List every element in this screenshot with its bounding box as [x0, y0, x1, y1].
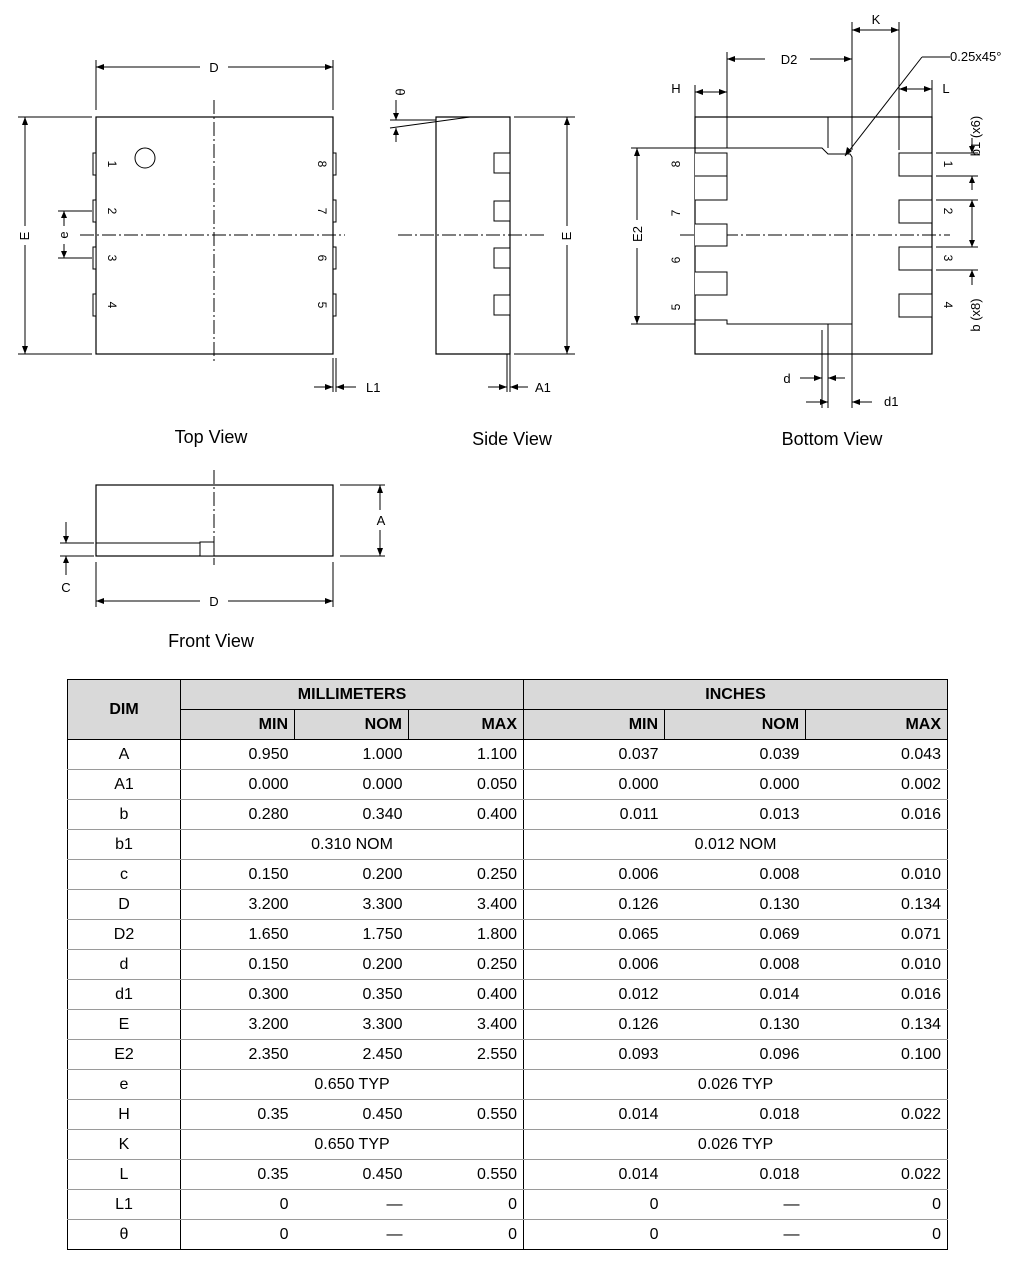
- mm-min-cell: 3.200: [181, 1010, 295, 1040]
- mm-nom-cell: 2.450: [295, 1040, 409, 1070]
- dim-label-d: d: [783, 371, 791, 386]
- pin-number: 1: [105, 160, 119, 168]
- mm-nom-cell: 0.000: [295, 770, 409, 800]
- pin-number: 4: [941, 301, 955, 309]
- mm-min-cell: 2.350: [181, 1040, 295, 1070]
- top-pin: [93, 247, 96, 269]
- header-in-nom: NOM: [665, 710, 806, 740]
- in-max-cell: 0.134: [806, 890, 948, 920]
- in-max-cell: 0.022: [806, 1160, 948, 1190]
- mm-nom-cell: 0.200: [295, 950, 409, 980]
- mm-max-cell: 0: [409, 1190, 524, 1220]
- mm-span-cell: 0.310 NOM: [181, 830, 524, 860]
- table-row: [68, 1190, 948, 1220]
- mm-min-cell: 3.200: [181, 890, 295, 920]
- caption-top-view: Top View: [174, 427, 248, 447]
- mm-min-cell: 0: [181, 1190, 295, 1220]
- dim-label-K: K: [871, 12, 881, 27]
- in-max-cell: 0.016: [806, 800, 948, 830]
- in-nom-cell: 0.013: [665, 800, 806, 830]
- mm-min-cell: 0.150: [181, 860, 295, 890]
- top-pin: [333, 153, 336, 175]
- mm-min-cell: 1.650: [181, 920, 295, 950]
- mm-nom-cell: 3.300: [295, 1010, 409, 1040]
- dim-cell: E: [68, 1010, 181, 1040]
- pin-number: 7: [669, 209, 683, 217]
- dim-label-L1: L1: [366, 380, 381, 395]
- in-nom-cell: 0.069: [665, 920, 806, 950]
- table-row: [68, 1160, 948, 1190]
- in-min-cell: 0.000: [524, 770, 665, 800]
- in-min-cell: 0.006: [524, 950, 665, 980]
- mm-nom-cell: 1.000: [295, 740, 409, 770]
- header-in-min: MIN: [524, 710, 665, 740]
- mm-nom-cell: 1.750: [295, 920, 409, 950]
- mm-max-cell: 0.550: [409, 1100, 524, 1130]
- mm-max-cell: 0.250: [409, 860, 524, 890]
- dim-label-A1: A1: [535, 380, 551, 395]
- bottom-pad: [899, 153, 932, 176]
- mm-max-cell: 0.250: [409, 950, 524, 980]
- mm-min-cell: 0.35: [181, 1160, 295, 1190]
- table-row: [68, 1130, 948, 1160]
- in-max-cell: 0.010: [806, 950, 948, 980]
- side-view: [390, 88, 575, 449]
- in-min-cell: 0.006: [524, 860, 665, 890]
- in-nom-cell: 0.000: [665, 770, 806, 800]
- top-pin: [333, 200, 336, 222]
- in-max-cell: 0.022: [806, 1100, 948, 1130]
- front-view: [60, 470, 386, 651]
- bottom-pad: [695, 272, 727, 295]
- mm-nom-cell: 0.200: [295, 860, 409, 890]
- pin-number: 2: [941, 207, 955, 215]
- dim-label-chamfer: 0.25x45°: [950, 49, 1002, 64]
- side-pin: [494, 295, 510, 315]
- mm-span-cell: 0.650 TYP: [181, 1130, 524, 1160]
- mm-min-cell: 0.280: [181, 800, 295, 830]
- dim-label-E: E: [17, 231, 32, 241]
- front-pin: [200, 542, 214, 556]
- mm-min-cell: 0.300: [181, 980, 295, 1010]
- dim-label-D2: D2: [780, 52, 798, 67]
- in-nom-cell: 0.014: [665, 980, 806, 1010]
- mm-nom-cell: 0.450: [295, 1160, 409, 1190]
- dim-cell: A: [68, 740, 181, 770]
- in-min-cell: 0.012: [524, 980, 665, 1010]
- in-max-cell: 0: [806, 1220, 948, 1250]
- in-min-cell: 0.014: [524, 1160, 665, 1190]
- dim-label-A: A: [376, 513, 386, 528]
- dim-cell: b1: [68, 830, 181, 860]
- in-max-cell: 0: [806, 1190, 948, 1220]
- dim-label-theta: θ: [393, 88, 408, 96]
- dim-cell: L: [68, 1160, 181, 1190]
- pin-number: 5: [669, 303, 683, 311]
- mm-max-cell: 0.050: [409, 770, 524, 800]
- pin-number: 8: [315, 160, 329, 168]
- dim-label-d1: d1: [884, 394, 899, 409]
- in-nom-cell: 0.018: [665, 1160, 806, 1190]
- in-max-cell: 0.100: [806, 1040, 948, 1070]
- pin-number: 6: [669, 256, 683, 264]
- dim-cell: H: [68, 1100, 181, 1130]
- bottom-pad: [899, 247, 932, 270]
- mm-min-cell: 0.000: [181, 770, 295, 800]
- top-pin: [93, 200, 96, 222]
- in-nom-cell: —: [665, 1220, 806, 1250]
- pin-number: 8: [669, 160, 683, 168]
- dim-label-b1: b1 (x6): [968, 115, 983, 157]
- dim-label-D: D: [209, 60, 219, 75]
- in-span-cell: 0.026 TYP: [524, 1130, 948, 1160]
- pin-number: 7: [315, 207, 329, 215]
- in-min-cell: 0.093: [524, 1040, 665, 1070]
- in-span-cell: 0.012 NOM: [524, 830, 948, 860]
- pin-number: 3: [941, 254, 955, 262]
- mm-max-cell: 0.400: [409, 980, 524, 1010]
- in-min-cell: 0.011: [524, 800, 665, 830]
- table-row: [68, 860, 948, 890]
- mm-max-cell: 1.800: [409, 920, 524, 950]
- top-pin: [333, 294, 336, 316]
- table-row: [68, 920, 948, 950]
- in-nom-cell: —: [665, 1190, 806, 1220]
- table-row: [68, 1070, 948, 1100]
- pin-number: 6: [315, 254, 329, 262]
- mm-max-cell: 0: [409, 1220, 524, 1250]
- dim-cell: E2: [68, 1040, 181, 1070]
- in-max-cell: 0.043: [806, 740, 948, 770]
- dim-cell: K: [68, 1130, 181, 1160]
- in-nom-cell: 0.039: [665, 740, 806, 770]
- in-min-cell: 0: [524, 1190, 665, 1220]
- in-max-cell: 0.016: [806, 980, 948, 1010]
- mm-nom-cell: —: [295, 1220, 409, 1250]
- table-row: [68, 830, 948, 860]
- dimensions-table: [67, 679, 948, 1250]
- table-row: [68, 980, 948, 1010]
- dim-label-e: e: [56, 231, 71, 239]
- top-pin: [333, 247, 336, 269]
- mm-min-cell: 0: [181, 1220, 295, 1250]
- dim-cell: θ: [68, 1220, 181, 1250]
- in-nom-cell: 0.096: [665, 1040, 806, 1070]
- dim-cell: e: [68, 1070, 181, 1100]
- header-mm-min: MIN: [181, 710, 295, 740]
- pin-number: 5: [315, 301, 329, 309]
- bottom-pad: [695, 153, 727, 176]
- table-row: [68, 800, 948, 830]
- in-nom-cell: 0.018: [665, 1100, 806, 1130]
- dim-cell: L1: [68, 1190, 181, 1220]
- table-row: [68, 740, 948, 770]
- mm-nom-cell: 0.450: [295, 1100, 409, 1130]
- mm-nom-cell: 0.340: [295, 800, 409, 830]
- dim-label-E2: E2: [630, 226, 645, 242]
- dim-label-L: L: [942, 81, 950, 96]
- header-mm-nom: NOM: [295, 710, 409, 740]
- dim-cell: d1: [68, 980, 181, 1010]
- pin-number: 3: [105, 254, 119, 262]
- top-pin: [93, 153, 96, 175]
- mm-max-cell: 3.400: [409, 1010, 524, 1040]
- mm-nom-cell: —: [295, 1190, 409, 1220]
- in-nom-cell: 0.008: [665, 860, 806, 890]
- header-in-max: MAX: [806, 710, 948, 740]
- header-inches: INCHES: [524, 680, 948, 710]
- dim-label-C: C: [61, 580, 71, 595]
- mm-min-cell: 0.35: [181, 1100, 295, 1130]
- table-row: [68, 770, 948, 800]
- table-row: [68, 1010, 948, 1040]
- bottom-pad: [899, 200, 932, 223]
- mm-nom-cell: 0.350: [295, 980, 409, 1010]
- header-mm-max: MAX: [409, 710, 524, 740]
- dim-label-side-E: E: [559, 231, 574, 241]
- caption-side-view: Side View: [472, 429, 552, 449]
- top-pin: [93, 294, 96, 316]
- in-min-cell: 0.126: [524, 1010, 665, 1040]
- top-view: [17, 60, 380, 447]
- dim-cell: D: [68, 890, 181, 920]
- dim-label-b: b (x8): [968, 298, 983, 332]
- table-row: [68, 1040, 948, 1070]
- table-row: [68, 1220, 948, 1250]
- caption-bottom-view: Bottom View: [781, 429, 883, 449]
- mm-max-cell: 0.550: [409, 1160, 524, 1190]
- side-pin: [494, 201, 510, 221]
- in-max-cell: 0.010: [806, 860, 948, 890]
- in-min-cell: 0.126: [524, 890, 665, 920]
- mm-min-cell: 0.950: [181, 740, 295, 770]
- bottom-view: [630, 12, 1001, 449]
- in-span-cell: 0.026 TYP: [524, 1070, 948, 1100]
- in-max-cell: 0.134: [806, 1010, 948, 1040]
- table-row: [68, 950, 948, 980]
- in-nom-cell: 0.130: [665, 890, 806, 920]
- bottom-pad: [695, 224, 727, 246]
- mm-max-cell: 0.400: [409, 800, 524, 830]
- dim-cell: d: [68, 950, 181, 980]
- mm-max-cell: 3.400: [409, 890, 524, 920]
- dim-cell: b: [68, 800, 181, 830]
- in-max-cell: 0.002: [806, 770, 948, 800]
- side-pin: [494, 153, 510, 173]
- mm-min-cell: 0.150: [181, 950, 295, 980]
- caption-front-view: Front View: [168, 631, 254, 651]
- dim-label-H: H: [671, 81, 681, 96]
- table-row: [68, 890, 948, 920]
- dim-cell: c: [68, 860, 181, 890]
- dim-label-front-D: D: [209, 594, 219, 609]
- in-min-cell: 0: [524, 1220, 665, 1250]
- in-nom-cell: 0.130: [665, 1010, 806, 1040]
- in-nom-cell: 0.008: [665, 950, 806, 980]
- pin-number: 4: [105, 301, 119, 309]
- side-pin: [494, 248, 510, 268]
- header-millimeters: MILLIMETERS: [181, 680, 524, 710]
- bottom-pad: [899, 294, 932, 317]
- table-row: [68, 1100, 948, 1130]
- pin-number: 2: [105, 207, 119, 215]
- mm-max-cell: 1.100: [409, 740, 524, 770]
- dim-cell: A1: [68, 770, 181, 800]
- mm-max-cell: 2.550: [409, 1040, 524, 1070]
- in-min-cell: 0.037: [524, 740, 665, 770]
- in-min-cell: 0.065: [524, 920, 665, 950]
- in-min-cell: 0.014: [524, 1100, 665, 1130]
- mm-nom-cell: 3.300: [295, 890, 409, 920]
- dim-cell: D2: [68, 920, 181, 950]
- header-dim: DIM: [68, 680, 181, 740]
- mm-span-cell: 0.650 TYP: [181, 1070, 524, 1100]
- pin-number: 1: [941, 160, 955, 168]
- in-max-cell: 0.071: [806, 920, 948, 950]
